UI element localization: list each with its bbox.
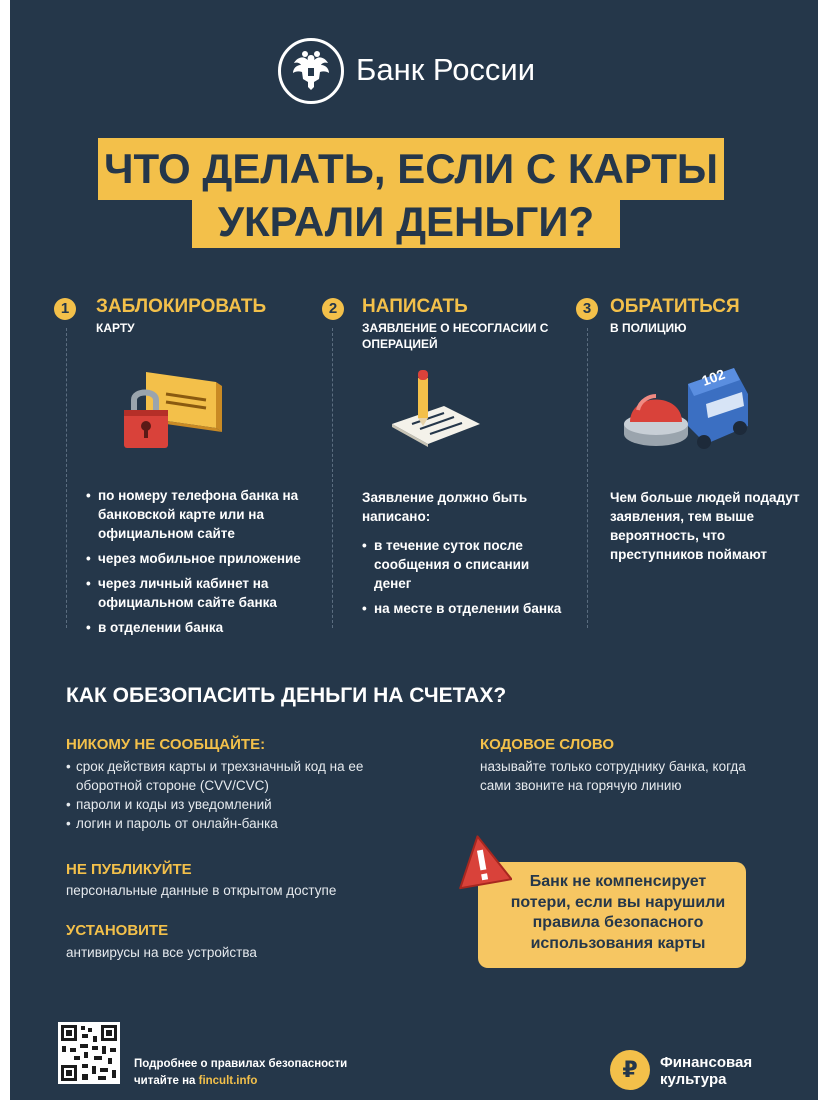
warning-box [478,862,746,968]
car-number: 102 [699,365,727,389]
step-1-heading: ЗАБЛОКИРОВАТЬ [96,296,267,317]
more-info-line-1: Подробнее о правилах безопасности [134,1058,348,1070]
list-item: • через мобильное приложение [86,549,332,568]
more-info-line-2 [134,1073,347,1090]
fincult-link[interactable]: fincult.info [198,1075,258,1087]
step-3-sub: В ПОЛИЦИЮ [610,321,687,335]
list-item: • в течение суток после сообщения о списании денег [362,536,562,593]
more-info-text [134,1056,347,1090]
list-item: • логин и пароль от онлайн-банка [66,814,396,833]
code-word-title: КОДОВОЕ СЛОВО [480,736,615,753]
step-3-heading: ОБРАТИТЬСЯ [610,296,740,317]
do-not-tell-list [66,757,396,833]
warning-text: Банк не компенсирует потери, если вы нарушили правила безопасного использования карты [510,873,726,952]
title-line-1: ЧТО ДЕЛАТЬ, ЕСЛИ С КАРТЫ [98,138,724,200]
safety-heading: КАК ОБЕЗОПАСИТЬ ДЕНЬГИ НА СЧЕТАХ? [66,684,507,707]
step-2-text [362,488,562,624]
bank-name: Банк России [356,52,536,87]
warning-triangle-icon [452,832,512,897]
step-1-number: 1 [54,298,76,320]
list-item: • на месте в отделении банка [362,599,562,618]
qr-code-icon[interactable] [58,1022,120,1084]
step-3-divider [587,328,588,628]
list-item: • в отделении банка [86,618,332,637]
list-item: • срок действия карты и трехзначный код на ее оборотной стороне (CVV/CVC) [66,757,396,795]
step-3-number: 3 [576,298,598,320]
list-item: • по номеру телефона банка на банковской карте или на официальном сайте [86,486,332,543]
list-item: • пароли и коды из уведомлений [66,795,396,814]
financial-culture-brand [660,1054,752,1088]
step-2-sub: ЗАЯВЛЕНИЕ О НЕСОГЛАСИИ С ОПЕРАЦИЕЙ [362,321,549,351]
list-item: • через личный кабинет на официальном сайте банка [86,574,332,612]
step-1-sub: КАРТУ [96,321,135,335]
financial-culture-logo-icon: ₽ [610,1050,650,1090]
step-2-heading: НАПИСАТЬ [362,296,468,317]
install-title: УСТАНОВИТЕ [66,922,169,939]
brand-line-1: Финансовая [660,1054,753,1071]
police-car-icon [622,364,752,459]
brand-line-2: культура [660,1071,727,1088]
step-1-divider [66,328,67,628]
step-2-intro: Заявление должно быть написано: [362,490,528,524]
step-3-text: Чем больше людей подадут заявления, тем выше вероятность, что преступников поймают [610,490,800,562]
more-info-prefix: читайте на [134,1075,199,1087]
step-2-number: 2 [322,298,344,320]
locked-card-icon [116,362,230,467]
do-not-tell-title: НИКОМУ НЕ СООБЩАЙТЕ: [66,736,266,753]
step-1-text [86,486,332,643]
do-not-publish-text: персональные данные в открытом доступе [66,883,337,898]
pen-document-icon [388,366,484,457]
code-word-text: называйте только сотруднику банка, когда сами звоните на горячую линию [480,759,746,793]
step-2-divider [332,328,333,628]
do-not-publish-title: НЕ ПУБЛИКУЙТЕ [66,861,192,878]
poster [10,0,818,1100]
install-text: антивирусы на все устройства [66,945,257,960]
title-line-2: УКРАЛИ ДЕНЬГИ? [192,194,620,248]
bank-emblem-icon [278,38,344,104]
